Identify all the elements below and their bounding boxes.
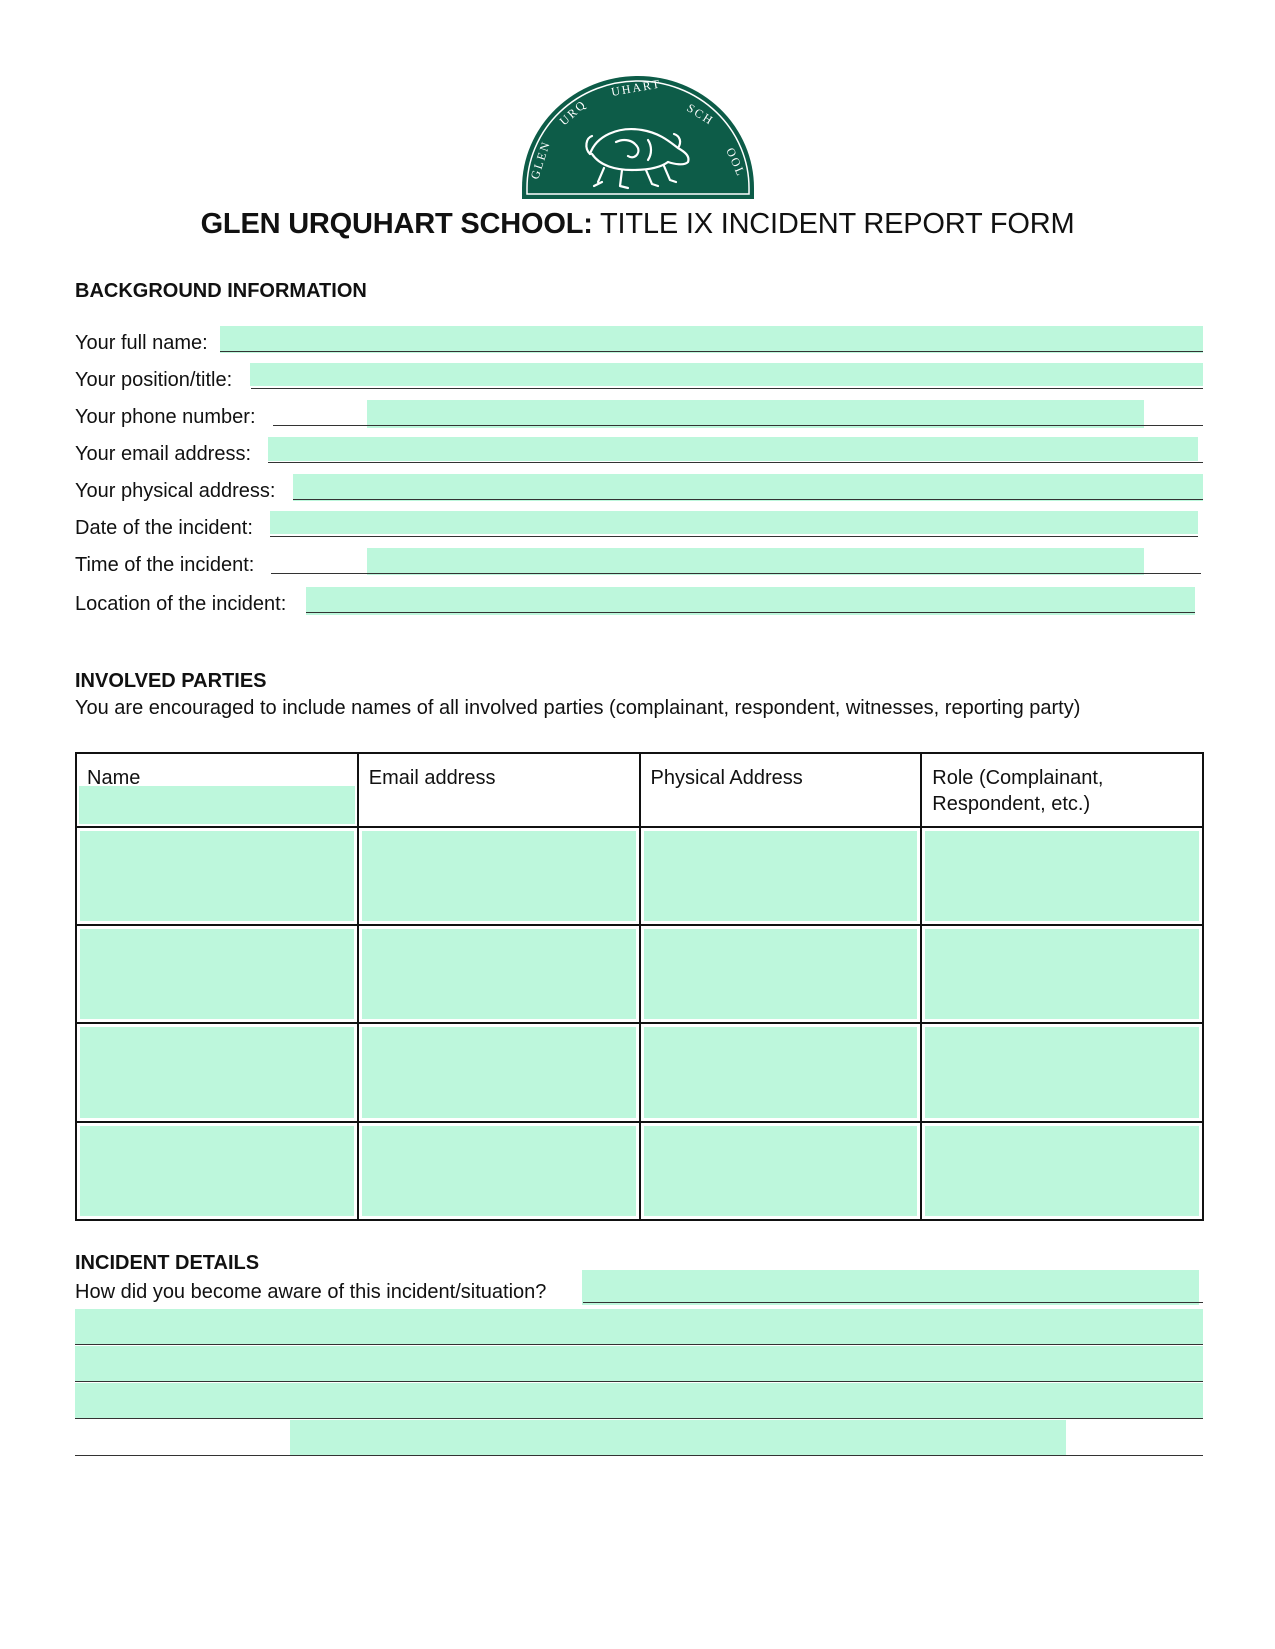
party-email-cell[interactable] [358, 1122, 640, 1220]
physical-address-input[interactable] [293, 474, 1203, 501]
table-row [76, 1023, 1203, 1121]
field-row-phone [75, 400, 1203, 430]
answer-line [75, 1309, 1203, 1345]
logo-text: GLEN URQUHART SCHOOL [638, 184, 651, 185]
section-heading-parties: INVOLVED PARTIES [75, 670, 267, 692]
full-name-input[interactable] [220, 326, 1203, 353]
title-form-name: TITLE IX INCIDENT REPORT FORM [592, 208, 1075, 240]
table-row [76, 827, 1203, 925]
svg-text:GLEN: GLEN [527, 138, 554, 181]
table-row [76, 925, 1203, 1023]
table-header-row [76, 753, 1203, 827]
section-heading-incident: INCIDENT DETAILS [75, 1252, 260, 1274]
party-role-cell[interactable] [921, 1122, 1203, 1220]
answer-line-input[interactable] [75, 1309, 1203, 1344]
party-address-cell[interactable] [640, 1122, 922, 1220]
svg-text:URQ: URQ [556, 96, 590, 129]
party-role-cell[interactable] [921, 1023, 1203, 1121]
answer-line-input[interactable] [75, 1346, 1203, 1381]
field-label: Your physical address: [75, 480, 276, 502]
incident-date-input[interactable] [270, 511, 1198, 534]
party-role-cell[interactable] [921, 827, 1203, 925]
answer-line [75, 1383, 1203, 1419]
svg-text:UHART: UHART [610, 76, 663, 99]
field-label: Your full name: [75, 332, 208, 354]
party-name-cell[interactable] [76, 1023, 358, 1121]
awareness-input[interactable] [582, 1270, 1199, 1305]
field-row-full-name [75, 326, 1203, 356]
party-email-cell[interactable] [358, 827, 640, 925]
party-address-cell[interactable] [640, 1023, 922, 1121]
column-header-physical-address: Physical Address [640, 753, 922, 827]
field-row-date [75, 511, 1203, 541]
position-input[interactable] [250, 363, 1203, 386]
party-name-cell[interactable] [76, 827, 358, 925]
party-address-cell[interactable] [640, 925, 922, 1023]
involved-parties-table [75, 752, 1204, 1221]
answer-line [75, 1346, 1203, 1382]
party-name-cell[interactable] [76, 1122, 358, 1220]
parties-instructions: You are encouraged to include names of all involved parties (complainant, respondent, witnesses, reporting party) [75, 697, 1081, 719]
field-row-position [75, 363, 1203, 393]
field-row-location [75, 587, 1203, 617]
field-label: Time of the incident: [75, 554, 255, 576]
field-row-awareness [75, 1270, 1203, 1307]
field-row-email [75, 437, 1203, 467]
answer-line-input[interactable] [290, 1420, 1066, 1455]
email-input[interactable] [268, 437, 1198, 461]
answer-line [75, 1420, 1203, 1456]
name-header-input[interactable] [79, 786, 355, 824]
title-school-name: GLEN URQUHART SCHOOL: [200, 208, 593, 240]
field-label: Your email address: [75, 443, 252, 465]
field-row-time [75, 548, 1203, 578]
answer-line-input[interactable] [75, 1383, 1203, 1418]
awareness-question: How did you become aware of this incident/situation? [75, 1281, 547, 1303]
logo-seal-icon [520, 76, 756, 200]
section-heading-background: BACKGROUND INFORMATION [75, 280, 367, 302]
svg-text:SCH: SCH [684, 100, 717, 129]
svg-text:OOL: OOL [723, 145, 749, 180]
column-header-email: Email address [358, 753, 640, 827]
party-address-cell[interactable] [640, 827, 922, 925]
field-label: Your phone number: [75, 406, 256, 428]
column-header-role: Role (Complainant, Respondent, etc.) [921, 753, 1203, 827]
field-row-physical-address [75, 474, 1203, 504]
table-row [76, 1122, 1203, 1220]
column-header-name: Name [76, 753, 358, 827]
field-label: Location of the incident: [75, 593, 287, 615]
party-email-cell[interactable] [358, 925, 640, 1023]
party-name-cell[interactable] [76, 925, 358, 1023]
incident-location-input[interactable] [306, 587, 1195, 615]
party-role-cell[interactable] [921, 925, 1203, 1023]
field-label: Date of the incident: [75, 517, 253, 539]
phone-input[interactable] [367, 400, 1144, 428]
incident-time-input[interactable] [367, 548, 1144, 575]
party-email-cell[interactable] [358, 1023, 640, 1121]
page-title [0, 208, 1275, 241]
field-label: Your position/title: [75, 369, 233, 391]
school-logo [520, 76, 756, 200]
